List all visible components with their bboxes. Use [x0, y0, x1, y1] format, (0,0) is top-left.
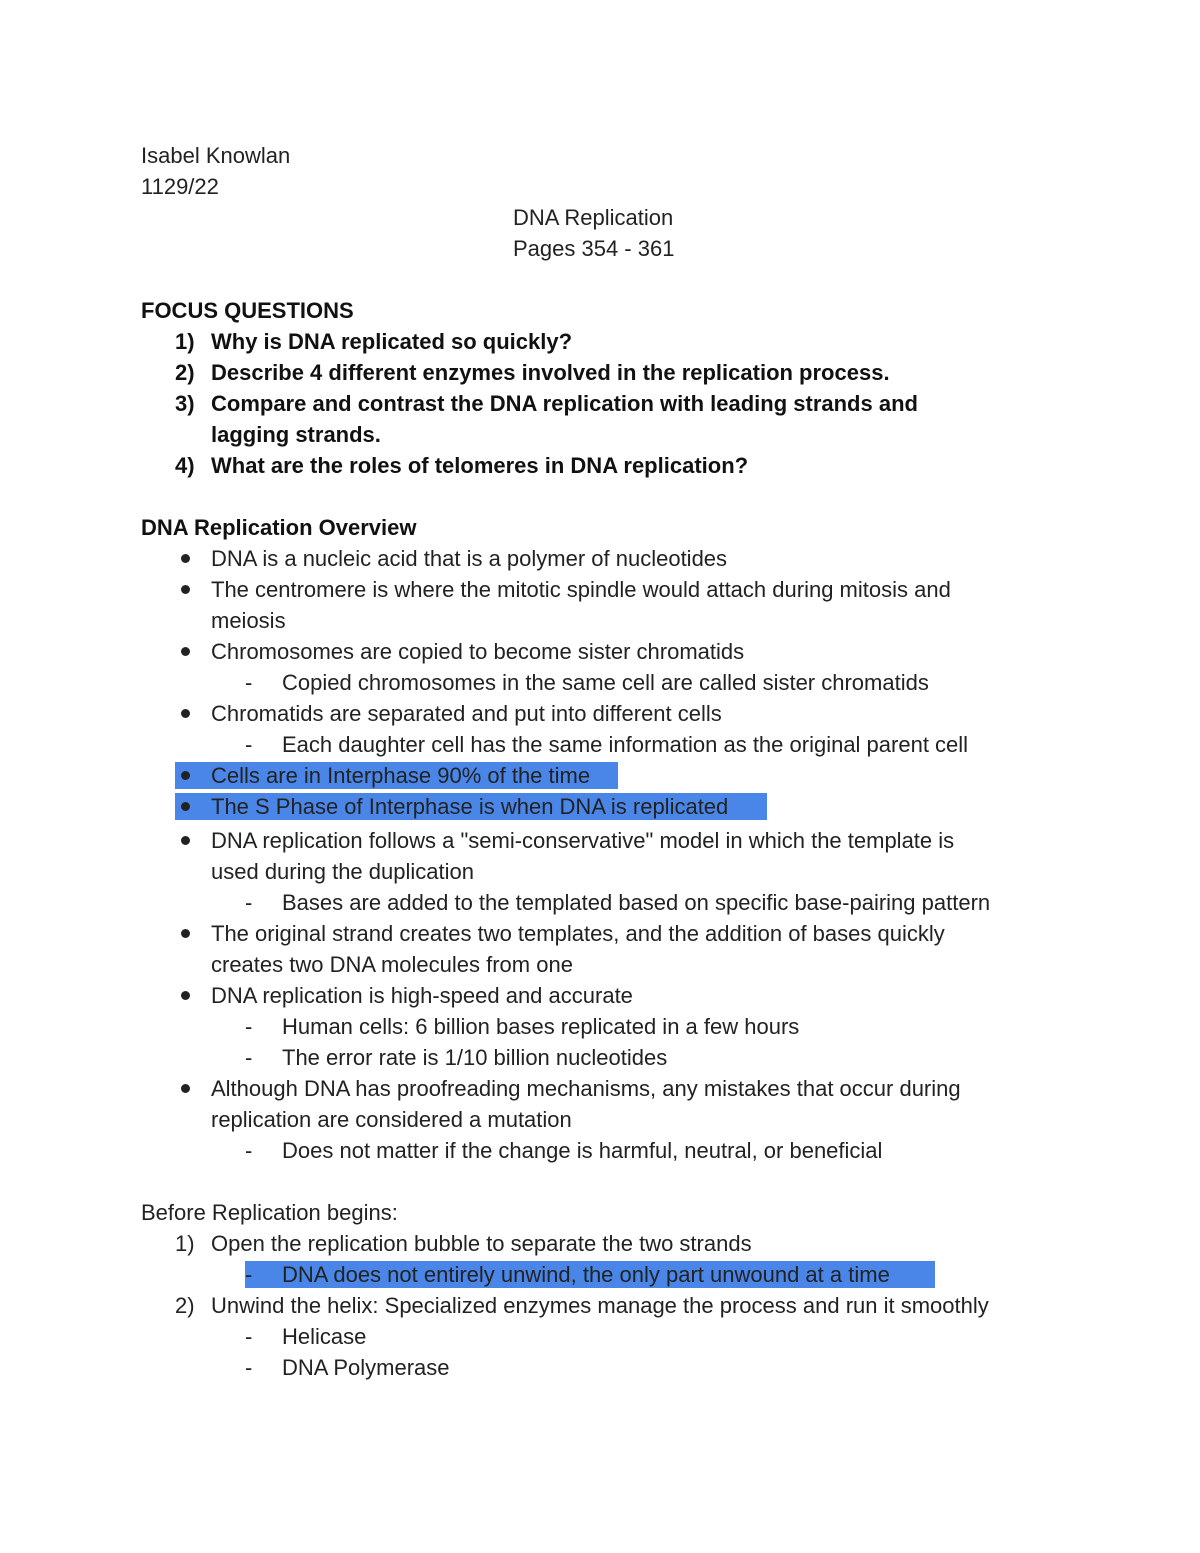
focus-question-1: Why is DNA replicated so quickly? [211, 329, 573, 354]
highlighted-bullet-item [141, 760, 1141, 791]
focus-question-3-continued: lagging strands. [211, 422, 381, 447]
bullet-icon [181, 929, 190, 938]
bullet-text: DNA replication follows a "semi-conservative" model in which the template is [211, 828, 955, 853]
bullet-text: The original strand creates two templates, and the addition of bases quickly [211, 921, 945, 946]
sub-item-text: Bases are added to the templated based on specific base-pairing pattern [282, 890, 991, 915]
dash-marker: - [245, 1324, 253, 1349]
bullet-text: DNA is a nucleic acid that is a polymer of nucleotides [211, 546, 728, 571]
step-number: 2) [175, 1293, 195, 1318]
bullet-icon [181, 1084, 190, 1093]
focus-question-number: 1) [175, 329, 195, 354]
sub-item [141, 1321, 1141, 1352]
bullet-text: The S Phase of Interphase is when DNA is replicated [211, 794, 729, 819]
sub-item [141, 1352, 1141, 1383]
step-text: Unwind the helix: Specialized enzymes manage the process and run it smoothly [211, 1293, 989, 1318]
sub-item [141, 1135, 1141, 1166]
author-name: Isabel Knowlan [141, 143, 291, 168]
sub-item-text: Each daughter cell has the same information as the original parent cell [282, 732, 969, 757]
step-text: Open the replication bubble to separate the two strands [211, 1231, 752, 1256]
dash-marker: - [245, 1355, 253, 1380]
focus-question-4: What are the roles of telomeres in DNA replication? [211, 453, 749, 478]
bullet-item [141, 543, 1141, 574]
bullet-item [141, 918, 1141, 949]
dash-marker: - [245, 890, 253, 915]
bullet-text: DNA replication is high-speed and accurate [211, 983, 633, 1008]
sub-item-text: The error rate is 1/10 billion nucleotides [282, 1045, 668, 1070]
bullet-text: Chromosomes are copied to become sister chromatids [211, 639, 745, 664]
bullet-icon [181, 709, 190, 718]
bullet-icon [181, 554, 190, 563]
document-title: DNA Replication [513, 205, 674, 230]
sub-item-text: Human cells: 6 billion bases replicated in a few hours [282, 1014, 800, 1039]
bullet-item [141, 698, 1141, 729]
bullet-icon [181, 771, 190, 780]
focus-questions-heading: FOCUS QUESTIONS [141, 298, 354, 323]
bullet-icon [181, 585, 190, 594]
dash-marker: - [245, 1262, 253, 1287]
dash-marker: - [245, 732, 253, 757]
bullet-text-continued: used during the duplication [211, 859, 474, 884]
bullet-icon [181, 647, 190, 656]
bullet-item [141, 574, 1141, 605]
page-range: Pages 354 - 361 [513, 236, 675, 261]
bullet-text-continued: replication are considered a mutation [211, 1107, 572, 1132]
focus-question-number: 3) [175, 391, 195, 416]
overview-heading: DNA Replication Overview [141, 515, 417, 540]
focus-question-number: 4) [175, 453, 195, 478]
step-number: 1) [175, 1231, 195, 1256]
dash-marker: - [245, 670, 253, 695]
bullet-text-continued: meiosis [211, 608, 286, 633]
bullet-text-continued: creates two DNA molecules from one [211, 952, 573, 977]
sub-item [141, 667, 1141, 698]
sub-item [141, 1042, 1141, 1073]
focus-question-2: Describe 4 different enzymes involved in the replication process. [211, 360, 890, 385]
highlighted-bullet-item [141, 791, 1141, 822]
bullet-text: Chromatids are separated and put into different cells [211, 701, 722, 726]
sub-item [141, 729, 1141, 760]
focus-question-number: 2) [175, 360, 195, 385]
bullet-text: Although DNA has proofreading mechanisms, any mistakes that occur during [211, 1076, 961, 1101]
document-date: 1129/22 [141, 174, 219, 199]
bullet-icon [181, 836, 190, 845]
bullet-item [141, 825, 1141, 856]
sub-item [141, 1011, 1141, 1042]
sub-item-text: Helicase [282, 1324, 367, 1349]
sub-item-text: Copied chromosomes in the same cell are called sister chromatids [282, 670, 929, 695]
dash-marker: - [245, 1045, 253, 1070]
bullet-text: The centromere is where the mitotic spindle would attach during mitosis and [211, 577, 951, 602]
before-replication-heading: Before Replication begins: [141, 1200, 398, 1225]
bullet-item [141, 1073, 1141, 1104]
sub-item [141, 887, 1141, 918]
sub-item-text: DNA does not entirely unwind, the only part unwound at a time [282, 1262, 890, 1287]
sub-item-text: DNA Polymerase [282, 1355, 450, 1380]
dash-marker: - [245, 1014, 253, 1039]
dash-marker: - [245, 1138, 253, 1163]
bullet-item [141, 980, 1141, 1011]
focus-question-3: Compare and contrast the DNA replication with leading strands and [211, 391, 918, 416]
sub-item-text: Does not matter if the change is harmful, neutral, or beneficial [282, 1138, 883, 1163]
bullet-text: Cells are in Interphase 90% of the time [211, 763, 591, 788]
bullet-icon [181, 802, 190, 811]
bullet-item [141, 636, 1141, 667]
highlighted-sub-item [141, 1259, 1141, 1290]
bullet-icon [181, 991, 190, 1000]
